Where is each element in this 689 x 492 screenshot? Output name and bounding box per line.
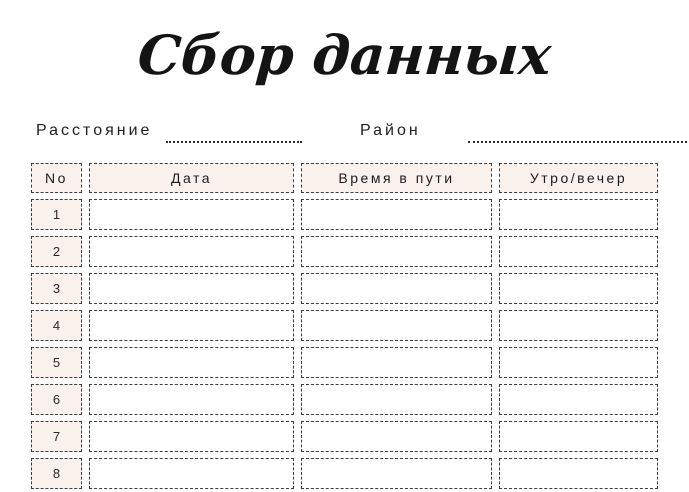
row-number-cell: 5 [31,347,82,378]
district-label: Район [360,122,421,139]
travel-time-cell[interactable] [301,273,492,304]
column-header-date: Дата [89,163,294,193]
period-cell[interactable] [499,310,658,341]
date-cell[interactable] [89,199,294,230]
column-header-period: Утро/вечер [499,163,658,193]
travel-time-cell[interactable] [301,458,492,489]
page-title: Сбор данных [135,23,554,87]
date-cell[interactable] [89,310,294,341]
period-cell[interactable] [499,273,658,304]
distance-fill-line[interactable] [166,128,302,143]
column-header-no: No [31,163,82,193]
date-cell[interactable] [89,421,294,452]
date-cell[interactable] [89,384,294,415]
period-cell[interactable] [499,347,658,378]
date-cell[interactable] [89,347,294,378]
row-number-cell: 8 [31,458,82,489]
distance-label: Расстояние [36,122,153,139]
travel-time-cell[interactable] [301,310,492,341]
row-number-cell: 4 [31,310,82,341]
date-cell[interactable] [89,236,294,267]
period-cell[interactable] [499,421,658,452]
row-number-cell: 3 [31,273,82,304]
date-cell[interactable] [89,458,294,489]
travel-time-cell[interactable] [301,236,492,267]
travel-time-cell[interactable] [301,347,492,378]
travel-time-cell[interactable] [301,384,492,415]
row-number-cell: 7 [31,421,82,452]
district-fill-line[interactable] [468,128,687,143]
period-cell[interactable] [499,458,658,489]
row-number-cell: 1 [31,199,82,230]
travel-time-cell[interactable] [301,421,492,452]
travel-time-cell[interactable] [301,199,492,230]
date-cell[interactable] [89,273,294,304]
column-header-travel-time: Время в пути [301,163,492,193]
period-cell[interactable] [499,384,658,415]
row-number-cell: 6 [31,384,82,415]
row-number-cell: 2 [31,236,82,267]
data-table [31,163,658,489]
period-cell[interactable] [499,236,658,267]
period-cell[interactable] [499,199,658,230]
